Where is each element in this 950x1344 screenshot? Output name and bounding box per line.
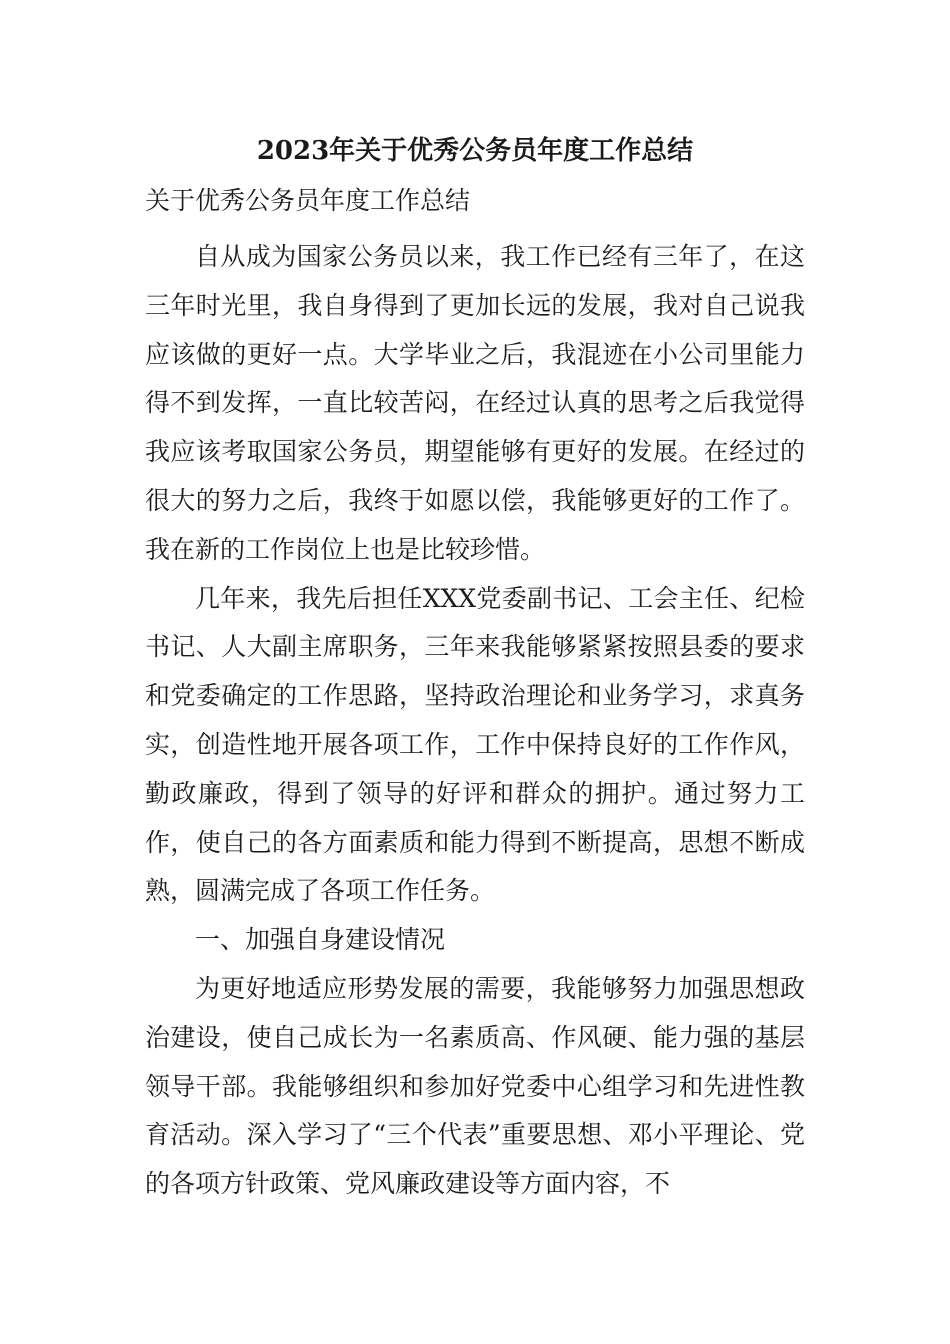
section-heading: 一、加强自身建设情况 [195, 925, 446, 955]
document-subtitle: 关于优秀公务员年度工作总结 [145, 186, 471, 215]
paragraph-section-1: 为更好地适应形势发展的需要，我能够努力加强思想政治建设，使自己成长为一名素质高、作风硬、能力强的基层领导干部。我能够组织和参加好党委中心组学习和先进性教育活动。深入学习了“三个代表”重要思想、邓小平理论、党的各项方针政策、党风廉政建设等方面内容，不 [145, 973, 805, 1199]
paragraph-intro: 自从成为国家公务员以来，我工作已经有三年了，在这三年时光里，我自身得到了更加长远的发展，我对自己说我应该做的更好一点。大学毕业之后，我混迹在小公司里能力得不到发挥，一直比较苦闷，在经过认真的思考之后我觉得我应该考取国家公务员，期望能够有更好的发展。在经过的很大的努力之后，我终于如愿以偿，我能够更好的工作了。我在新的工作岗位上也是比较珍惜。 [145, 242, 805, 564]
document-title: 2023年关于优秀公务员年度工作总结 [256, 136, 694, 166]
document-body [145, 233, 805, 1209]
paragraph-experience: 几年来，我先后担任XXX党委副书记、工会主任、纪检书记、人大副主席职务，三年来我能够紧紧按照县委的要求和党委确定的工作思路，坚持政治理论和业务学习，求真务实，创造性地开展各项工作，工作中保持良好的工作作风，勤政廉政，得到了领导的好评和群众的拥护。通过努力工作，使自己的各方面素质和能力得到不断提高，思想不断成熟，圆满完成了各项工作任务。 [145, 583, 805, 906]
